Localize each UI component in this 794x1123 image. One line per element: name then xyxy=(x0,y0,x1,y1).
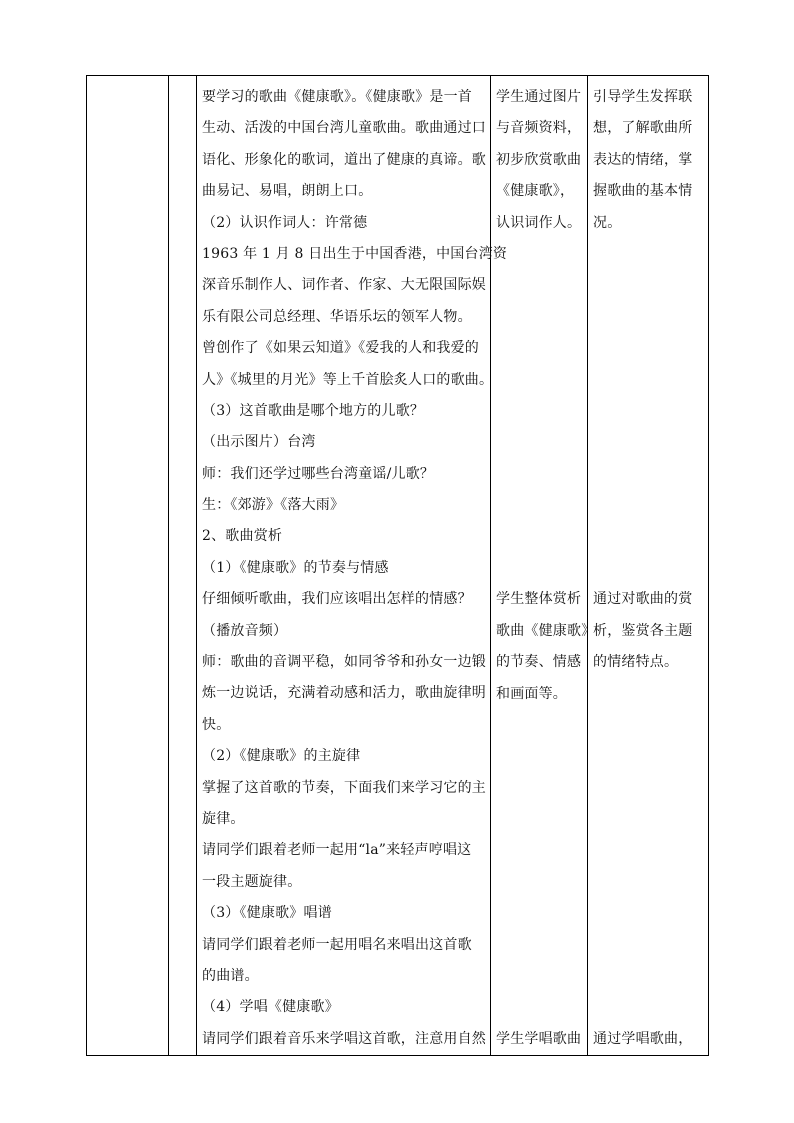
teaching-content xyxy=(197,76,508,1055)
design-purpose-line: 析，鉴赏各主题 xyxy=(593,622,693,639)
content-line: （2）《健康歌》的主旋律 xyxy=(202,748,361,765)
content-line: 生：《郊游》《落大雨》 xyxy=(202,497,345,514)
design-purpose-line: 的情绪特点。 xyxy=(593,654,679,671)
student-activity-block xyxy=(496,584,596,710)
content-line: 曾创作了《如果云知道》《爱我的人和我爱的 xyxy=(202,340,479,357)
student-activity-line: 认识词作人。 xyxy=(496,214,582,231)
content-line: 师：歌曲的音调平稳，如同爷爷和孙女一边锻 xyxy=(202,654,486,671)
design-purpose-cell xyxy=(588,76,709,1056)
design-purpose-block xyxy=(593,1024,706,1055)
design-purpose-line: 引导学生发挥联 xyxy=(593,89,693,105)
student-activity-cell xyxy=(491,76,596,1056)
design-purpose-line: 况。 xyxy=(593,214,622,231)
content-line: 旋律。 xyxy=(202,810,245,827)
content-line: 一段主题旋律。 xyxy=(202,873,302,890)
content-line: 的曲谱。 xyxy=(202,967,259,984)
student-activity-line: 的节奏、情感 xyxy=(496,654,582,671)
content-line: （3）《健康歌》唱谱 xyxy=(202,905,332,922)
content-line: （1）《健康歌》的节奏与情感 xyxy=(202,559,389,576)
content-line: 仔细倾听歌曲，我们应该唱出怎样的情感？ xyxy=(202,591,472,608)
content-line: （3）这首歌曲是哪个地方的儿歌？ xyxy=(202,402,425,419)
content-line: 快。 xyxy=(202,716,231,733)
teaching-content-cell xyxy=(197,76,508,1056)
design-purpose-line: 通过学唱歌曲， xyxy=(593,1031,693,1047)
content-line: 要学习的歌曲《健康歌》。《健康歌》是一首 xyxy=(202,89,472,105)
content-line: （播放音频） xyxy=(202,622,288,639)
content-line: 1963 年 1 月 8 日出生于中国香港，中国台湾资 xyxy=(202,245,508,262)
lesson-plan-table xyxy=(86,75,709,1056)
content-line: 师：我们还学过哪些台湾童谣/儿歌？ xyxy=(202,465,435,482)
student-activity-line: 学生通过图片 xyxy=(496,89,582,105)
content-line: 生动、活泼的中国台湾儿童歌曲。歌曲通过口 xyxy=(202,120,486,137)
content-line: 2、歌曲赏析 xyxy=(202,528,283,545)
student-activity-line: 和画面等。 xyxy=(496,685,567,702)
content-line: （2）认识作词人：许常德 xyxy=(202,214,368,231)
content-line: 炼一边说话，充满着动感和活力，歌曲旋律明 xyxy=(202,685,486,702)
content-line: 深音乐制作人、词作者、作家、大无限国际娱 xyxy=(202,277,486,294)
step-label-cell xyxy=(169,76,197,1056)
design-purpose-line: 表达的情绪，掌 xyxy=(593,151,693,168)
design-purpose-line: 握歌曲的基本情 xyxy=(593,183,693,200)
student-activity-line: 歌曲《健康歌》 xyxy=(496,622,596,639)
student-activity-line: 与音频资料， xyxy=(496,120,582,137)
content-line: 人》《城里的月光》等上千首脍炙人口的歌曲。 xyxy=(202,371,494,388)
design-purpose-line: 想，了解歌曲所 xyxy=(593,120,693,137)
content-line: 语化、形象化的歌词，道出了健康的真谛。歌 xyxy=(202,151,486,168)
content-line: （4）学唱《健康歌》 xyxy=(202,999,339,1016)
content-line: 曲易记、易唱，朗朗上口。 xyxy=(202,183,373,200)
student-activity-line: 《健康歌》， xyxy=(496,183,575,200)
student-activity-block xyxy=(496,82,585,239)
content-line: （出示图片）台湾 xyxy=(202,434,316,451)
content-line: 掌握了这首歌的节奏，下面我们来学习它的主 xyxy=(202,779,486,796)
design-purpose-block xyxy=(593,82,706,239)
student-activity-block xyxy=(496,1024,585,1055)
student-activity-line: 初步欣赏歌曲 xyxy=(496,151,582,168)
content-line: 请同学们跟着老师一起用“la”来轻声哼唱这 xyxy=(202,842,472,859)
student-activity-line: 学生整体赏析 xyxy=(496,591,582,608)
content-line: 请同学们跟着音乐来学唱这首歌，注意用自然 xyxy=(202,1030,486,1047)
section-label-cell xyxy=(87,76,169,1056)
student-activity-line: 学生学唱歌曲 xyxy=(496,1031,582,1047)
design-purpose-block xyxy=(593,584,706,678)
content-line: 乐有限公司总经理、华语乐坛的领军人物。 xyxy=(202,308,472,325)
content-line: 请同学们跟着老师一起用唱名来唱出这首歌 xyxy=(202,936,472,953)
design-purpose-line: 通过对歌曲的赏 xyxy=(593,591,693,608)
